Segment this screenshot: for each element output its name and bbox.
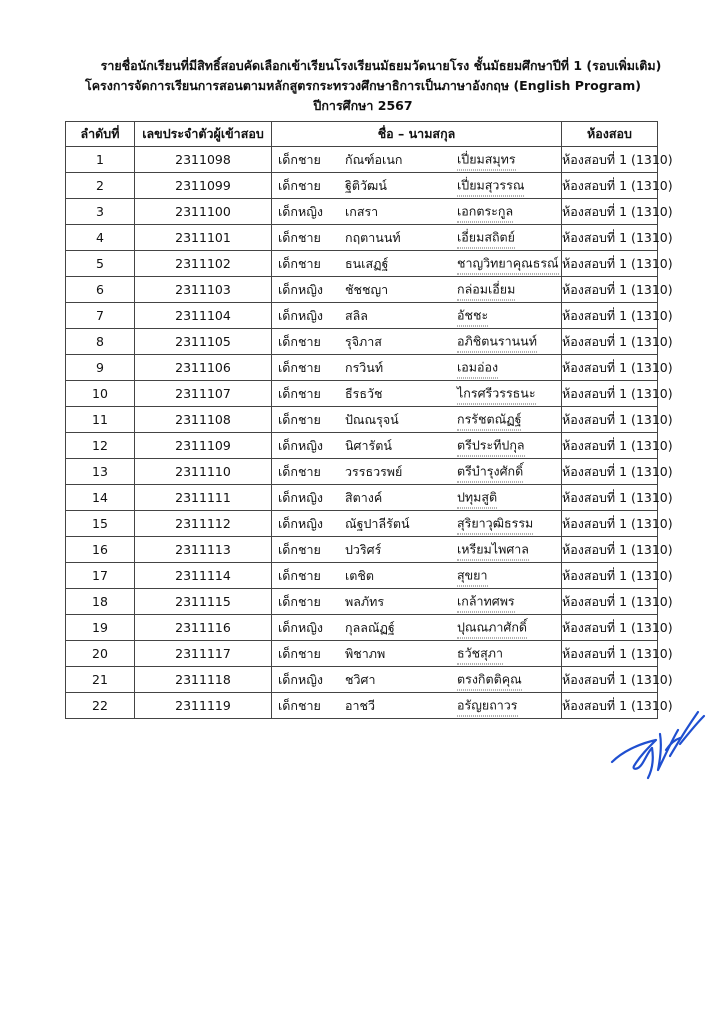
title-line-3: ปีการศึกษา 2567 — [313, 98, 413, 113]
exam-id: 2311098 — [135, 147, 272, 173]
exam-room: ห้องสอบที่ 1 (1310) — [562, 667, 658, 693]
last-name: เอี่ยมสถิตย์ — [457, 227, 515, 248]
student-name — [272, 355, 562, 381]
row-number: 19 — [66, 615, 135, 641]
student-name — [272, 485, 562, 511]
student-name — [272, 667, 562, 693]
first-name: กัณฑ์อเนก — [345, 151, 403, 167]
table-row — [66, 381, 658, 407]
student-name — [272, 589, 562, 615]
student-name — [272, 537, 562, 563]
last-name: เปี่ยมสมุทร — [457, 149, 516, 170]
name-prefix: เด็กชาย — [278, 359, 321, 375]
row-number: 4 — [66, 225, 135, 251]
exam-id: 2311115 — [135, 589, 272, 615]
row-number: 21 — [66, 667, 135, 693]
last-name: ตรงกิตติคุณ — [457, 669, 522, 690]
first-name: กุลลณัฏฐ์ — [345, 619, 395, 635]
first-name: เตชิต — [345, 567, 374, 583]
name-prefix: เด็กชาย — [278, 255, 321, 271]
exam-id: 2311099 — [135, 173, 272, 199]
first-name: นิศารัตน์ — [345, 437, 392, 453]
col-header-no: ลำดับที่ — [66, 122, 135, 147]
student-name — [272, 303, 562, 329]
table-row — [66, 277, 658, 303]
first-name: ชวิศา — [345, 671, 376, 687]
exam-room: ห้องสอบที่ 1 (1310) — [562, 303, 658, 329]
last-name: ปุณณภาศักดิ์ — [457, 617, 527, 638]
table-row — [66, 537, 658, 563]
table-row — [66, 459, 658, 485]
title-line-1: รายชื่อนักเรียนที่มีสิทธิ์สอบคัดเลือกเข้าเรียนโรงเรียนมัธยมวัดนายโรง ชั้นมัธยมศึกษาปีที่ 1 (รอบเพิ่มเติม) — [100, 58, 662, 73]
exam-id: 2311104 — [135, 303, 272, 329]
last-name: สุริยาวุฒิธรรม — [457, 513, 533, 534]
exam-id: 2311119 — [135, 693, 272, 719]
exam-id: 2311105 — [135, 329, 272, 355]
row-number: 22 — [66, 693, 135, 719]
student-name — [272, 277, 562, 303]
exam-id: 2311109 — [135, 433, 272, 459]
name-prefix: เด็กชาย — [278, 333, 321, 349]
row-number: 18 — [66, 589, 135, 615]
exam-room: ห้องสอบที่ 1 (1310) — [562, 251, 658, 277]
exam-room: ห้องสอบที่ 1 (1310) — [562, 589, 658, 615]
first-name: กฤตานนท์ — [345, 229, 401, 245]
row-number: 11 — [66, 407, 135, 433]
row-number: 10 — [66, 381, 135, 407]
student-name — [272, 433, 562, 459]
table-header-row — [66, 122, 658, 147]
table-row — [66, 173, 658, 199]
exam-room: ห้องสอบที่ 1 (1310) — [562, 693, 658, 719]
student-name — [272, 147, 562, 173]
exam-id: 2311111 — [135, 485, 272, 511]
name-prefix: เด็กชาย — [278, 177, 321, 193]
table-row — [66, 485, 658, 511]
last-name: เปี่ยมสุวรรณ — [457, 175, 524, 196]
last-name: อภิชิตนรานนท์ — [457, 331, 537, 352]
name-prefix: เด็กชาย — [278, 411, 321, 427]
student-name — [272, 173, 562, 199]
last-name: ไกรศรีวรรธนะ — [457, 383, 536, 404]
table-row — [66, 433, 658, 459]
exam-id: 2311112 — [135, 511, 272, 537]
exam-id: 2311103 — [135, 277, 272, 303]
exam-room: ห้องสอบที่ 1 (1310) — [562, 485, 658, 511]
last-name: ตรีประทีปกุล — [457, 435, 525, 456]
row-number: 9 — [66, 355, 135, 381]
first-name: สิตางค์ — [345, 489, 383, 505]
first-name: ปวริศร์ — [345, 541, 382, 557]
name-prefix: เด็กชาย — [278, 463, 321, 479]
student-name — [272, 407, 562, 433]
row-number: 12 — [66, 433, 135, 459]
first-name: กรวินท์ — [345, 359, 384, 375]
first-name: พลภัทร — [345, 593, 385, 609]
exam-room: ห้องสอบที่ 1 (1310) — [562, 355, 658, 381]
name-prefix: เด็กหญิง — [278, 307, 323, 323]
col-header-name: ชื่อ – นามสกุล — [272, 122, 562, 147]
col-header-exam-id: เลขประจำตัวผู้เข้าสอบ — [135, 122, 272, 147]
row-number: 1 — [66, 147, 135, 173]
exam-room: ห้องสอบที่ 1 (1310) — [562, 433, 658, 459]
exam-id: 2311113 — [135, 537, 272, 563]
exam-id: 2311100 — [135, 199, 272, 225]
student-name — [272, 693, 562, 719]
exam-id: 2311118 — [135, 667, 272, 693]
student-name — [272, 563, 562, 589]
first-name: พิชาภพ — [345, 645, 386, 661]
name-prefix: เด็กชาย — [278, 385, 321, 401]
row-number: 17 — [66, 563, 135, 589]
name-prefix: เด็กหญิง — [278, 203, 323, 219]
exam-id: 2311110 — [135, 459, 272, 485]
name-prefix: เด็กหญิง — [278, 437, 323, 453]
table-row — [66, 251, 658, 277]
exam-room: ห้องสอบที่ 1 (1310) — [562, 407, 658, 433]
table-row — [66, 407, 658, 433]
first-name: ณัฐปาลีรัตน์ — [345, 515, 410, 531]
student-name — [272, 641, 562, 667]
table-row — [66, 563, 658, 589]
last-name: เหรียมไพศาล — [457, 539, 529, 560]
exam-id: 2311116 — [135, 615, 272, 641]
student-roster-table — [65, 121, 673, 719]
row-number: 8 — [66, 329, 135, 355]
exam-id: 2311102 — [135, 251, 272, 277]
exam-id: 2311101 — [135, 225, 272, 251]
exam-room: ห้องสอบที่ 1 (1310) — [562, 615, 658, 641]
name-prefix: เด็กหญิง — [278, 619, 323, 635]
last-name: อรัญยถาวร — [457, 695, 518, 716]
table-row — [66, 615, 658, 641]
row-number: 6 — [66, 277, 135, 303]
row-number: 15 — [66, 511, 135, 537]
exam-id: 2311117 — [135, 641, 272, 667]
row-number: 3 — [66, 199, 135, 225]
student-name — [272, 381, 562, 407]
last-name: ชาญวิทยาคุณธรณ์ — [457, 253, 559, 274]
first-name: อาชวี — [345, 697, 376, 713]
first-name: รุจิภาส — [345, 333, 382, 349]
table-row — [66, 511, 658, 537]
row-number: 13 — [66, 459, 135, 485]
student-name — [272, 329, 562, 355]
exam-room: ห้องสอบที่ 1 (1310) — [562, 641, 658, 667]
name-prefix: เด็กหญิง — [278, 671, 323, 687]
student-name — [272, 615, 562, 641]
table-row — [66, 355, 658, 381]
exam-room: ห้องสอบที่ 1 (1310) — [562, 511, 658, 537]
exam-room: ห้องสอบที่ 1 (1310) — [562, 173, 658, 199]
exam-room: ห้องสอบที่ 1 (1310) — [562, 277, 658, 303]
exam-room: ห้องสอบที่ 1 (1310) — [562, 459, 658, 485]
table-row — [66, 329, 658, 355]
last-name: ตรีบำรุงศักดิ์ — [457, 461, 523, 482]
first-name: ธนเสฏฐ์ — [345, 255, 389, 271]
exam-room: ห้องสอบที่ 1 (1310) — [562, 147, 658, 173]
student-name — [272, 225, 562, 251]
document-header — [0, 56, 726, 116]
table-row — [66, 667, 658, 693]
name-prefix: เด็กหญิง — [278, 515, 323, 531]
last-name: เกล้าทศพร — [457, 591, 515, 612]
first-name: ธีรธวัช — [345, 385, 383, 401]
name-prefix: เด็กหญิง — [278, 489, 323, 505]
last-name: สุขยา — [457, 565, 488, 586]
name-prefix: เด็กชาย — [278, 229, 321, 245]
exam-room: ห้องสอบที่ 1 (1310) — [562, 537, 658, 563]
last-name: ปทุมสูติ — [457, 487, 497, 508]
row-number: 16 — [66, 537, 135, 563]
exam-id: 2311107 — [135, 381, 272, 407]
student-name — [272, 251, 562, 277]
exam-room: ห้องสอบที่ 1 (1310) — [562, 199, 658, 225]
exam-id: 2311106 — [135, 355, 272, 381]
name-prefix: เด็กชาย — [278, 593, 321, 609]
first-name: ชัชชญา — [345, 281, 389, 297]
exam-room: ห้องสอบที่ 1 (1310) — [562, 563, 658, 589]
name-prefix: เด็กชาย — [278, 697, 321, 713]
row-number: 2 — [66, 173, 135, 199]
col-header-room: ห้องสอบ — [562, 122, 658, 147]
first-name: ปัณณรุจน์ — [345, 411, 399, 427]
student-name — [272, 459, 562, 485]
last-name: อัชชะ — [457, 305, 488, 326]
name-prefix: เด็กชาย — [278, 151, 321, 167]
last-name: เอมอ่อง — [457, 357, 498, 378]
first-name: วรรธวรพย์ — [345, 463, 403, 479]
row-number: 20 — [66, 641, 135, 667]
table-row — [66, 147, 658, 173]
first-name: เกสรา — [345, 203, 379, 219]
name-prefix: เด็กชาย — [278, 645, 321, 661]
exam-id: 2311108 — [135, 407, 272, 433]
first-name: สลิล — [345, 307, 368, 323]
name-prefix: เด็กชาย — [278, 567, 321, 583]
table-row — [66, 303, 658, 329]
table-row — [66, 225, 658, 251]
first-name: ฐิติวัฒน์ — [345, 177, 387, 193]
name-prefix: เด็กหญิง — [278, 281, 323, 297]
exam-id: 2311114 — [135, 563, 272, 589]
row-number: 14 — [66, 485, 135, 511]
last-name: เอกตระกูล — [457, 201, 513, 222]
row-number: 7 — [66, 303, 135, 329]
exam-room: ห้องสอบที่ 1 (1310) — [562, 329, 658, 355]
table-row — [66, 199, 658, 225]
title-line-2: โครงการจัดการเรียนการสอนตามหลักสูตรกระทรวงศึกษาธิการเป็นภาษาอังกฤษ (English Program) — [84, 78, 641, 93]
student-name — [272, 199, 562, 225]
exam-room: ห้องสอบที่ 1 (1310) — [562, 381, 658, 407]
last-name: กล่อมเอี่ยม — [457, 279, 515, 300]
signature — [608, 704, 708, 784]
last-name: กรรัชตณัฏฐ์ — [457, 409, 521, 430]
student-name — [272, 511, 562, 537]
last-name: ธวัชสุภา — [457, 643, 503, 664]
table-row — [66, 589, 658, 615]
name-prefix: เด็กชาย — [278, 541, 321, 557]
exam-room: ห้องสอบที่ 1 (1310) — [562, 225, 658, 251]
table-row — [66, 693, 658, 719]
table-row — [66, 641, 658, 667]
row-number: 5 — [66, 251, 135, 277]
